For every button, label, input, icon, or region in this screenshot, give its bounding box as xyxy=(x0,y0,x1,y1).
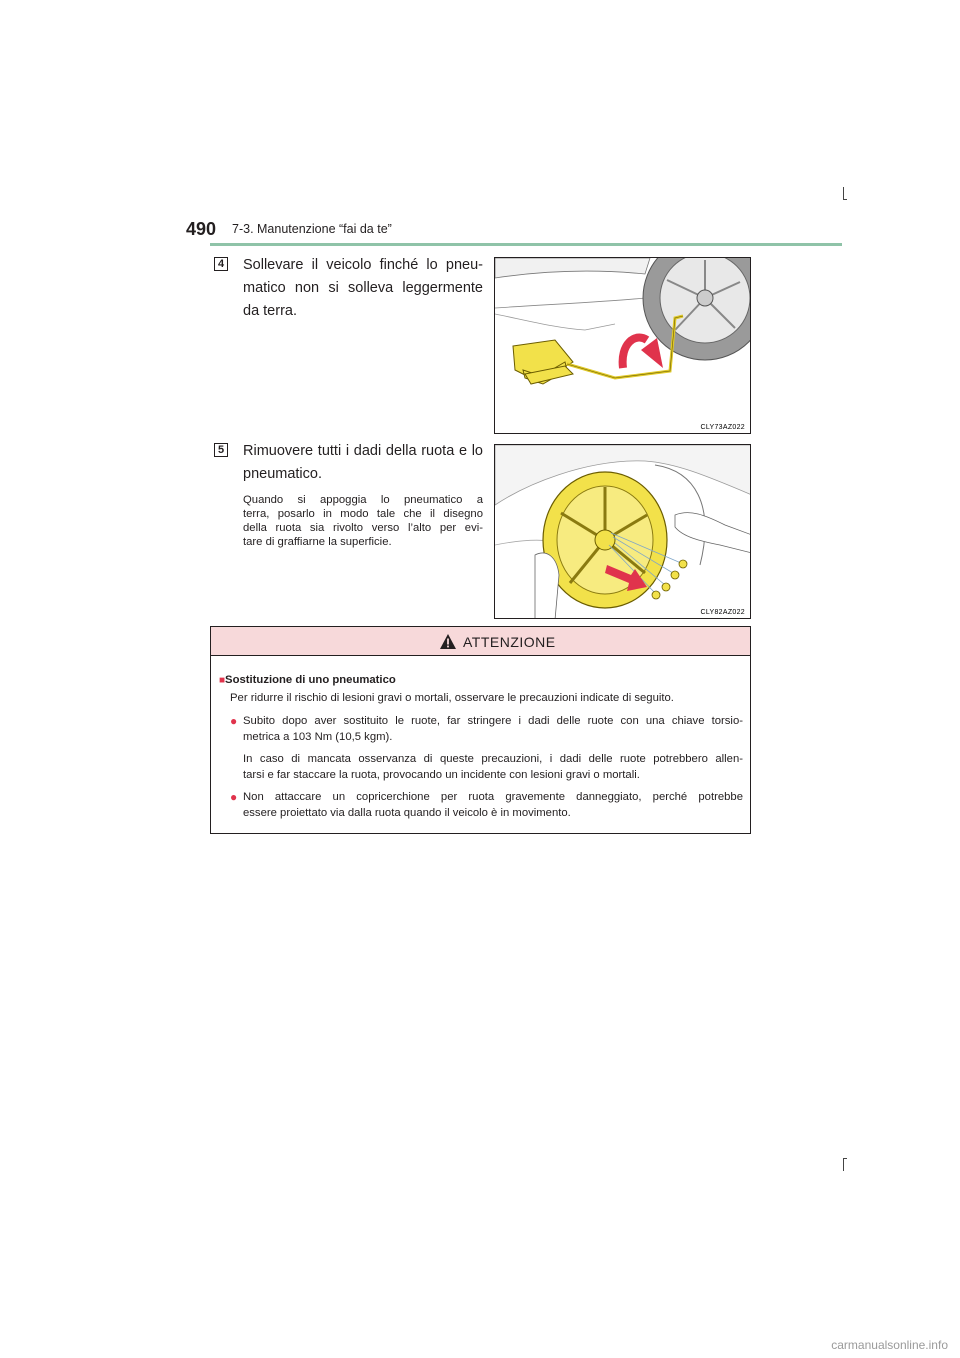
note-line: della ruota sia rivolto verso l’alto per evi- xyxy=(243,522,483,534)
crop-mark-top-foot xyxy=(843,199,847,200)
square-bullet-icon: ■ xyxy=(219,675,226,686)
step-5-line: Rimuovere tutti i dadi della ruota e lo xyxy=(243,443,483,459)
step-number-4: 4 xyxy=(214,257,228,271)
wheel-removal-illustration xyxy=(495,445,751,619)
step-4-line: da terra. xyxy=(243,303,297,319)
step-4-line: matico non si solleva leggermente xyxy=(243,280,483,296)
warning-triangle-icon xyxy=(440,634,456,649)
figure-wheel-removal xyxy=(494,444,751,619)
warning-bullet-1-detail: In caso di mancata osservanza di queste precauzioni, i dadi delle ruote potrebbero allen- tarsi e far staccare la ruota, provocando un incidente con lesioni gravi o mortali. xyxy=(243,753,743,781)
crop-mark-bottom-foot xyxy=(843,1158,847,1159)
warning-topic: ■Sostituzione di uno pneumatico xyxy=(219,674,396,686)
crop-mark-bottom xyxy=(843,1158,844,1171)
warning-bullet-2: Non attaccare un copricerchione per ruota gravemente danneggiato, perché potrebbe essere proiettato via dalla ruota quando il veicolo è in movimento. xyxy=(243,791,743,819)
step-5-line: pneumatico. xyxy=(243,466,322,482)
section-title: 7-3. Manutenzione “fai da te” xyxy=(232,222,392,236)
figure-code: CLY73AZ022 xyxy=(700,424,745,431)
warning-header xyxy=(211,627,750,656)
bullet-icon: ● xyxy=(230,790,238,804)
figure-code: CLY82AZ022 xyxy=(700,609,745,616)
step-5-text xyxy=(243,440,483,486)
step-number-5: 5 xyxy=(214,443,228,457)
warning-title: ATTENZIONE xyxy=(463,634,556,650)
note-line: terra, posarlo in modo tale che il disegno xyxy=(243,508,483,520)
note-line: Quando si appoggia lo pneumatico a xyxy=(243,494,483,506)
warning-box xyxy=(210,626,751,834)
step-4-line: Sollevare il veicolo finché lo pneu- xyxy=(243,257,483,273)
step-5-note xyxy=(243,493,483,549)
footer-watermark: carmanualsonline.info xyxy=(831,1338,948,1352)
warning-intro: Per ridurre il rischio di lesioni gravi o mortali, osservare le precauzioni indicate di seguito. xyxy=(230,692,674,704)
warning-bullet-1: Subito dopo aver sostituito le ruote, far stringere i dadi delle ruote con una chiave torsio- metrica a 103 Nm (10,5 kgm). xyxy=(243,715,743,743)
jack-illustration xyxy=(495,258,751,434)
step-4-text xyxy=(243,254,483,323)
figure-jack-lifting xyxy=(494,257,751,434)
header-rule xyxy=(210,243,842,246)
bullet-icon: ● xyxy=(230,714,238,728)
page-number: 490 xyxy=(186,219,217,239)
note-line: tare di graffiarne la superficie. xyxy=(243,536,392,548)
